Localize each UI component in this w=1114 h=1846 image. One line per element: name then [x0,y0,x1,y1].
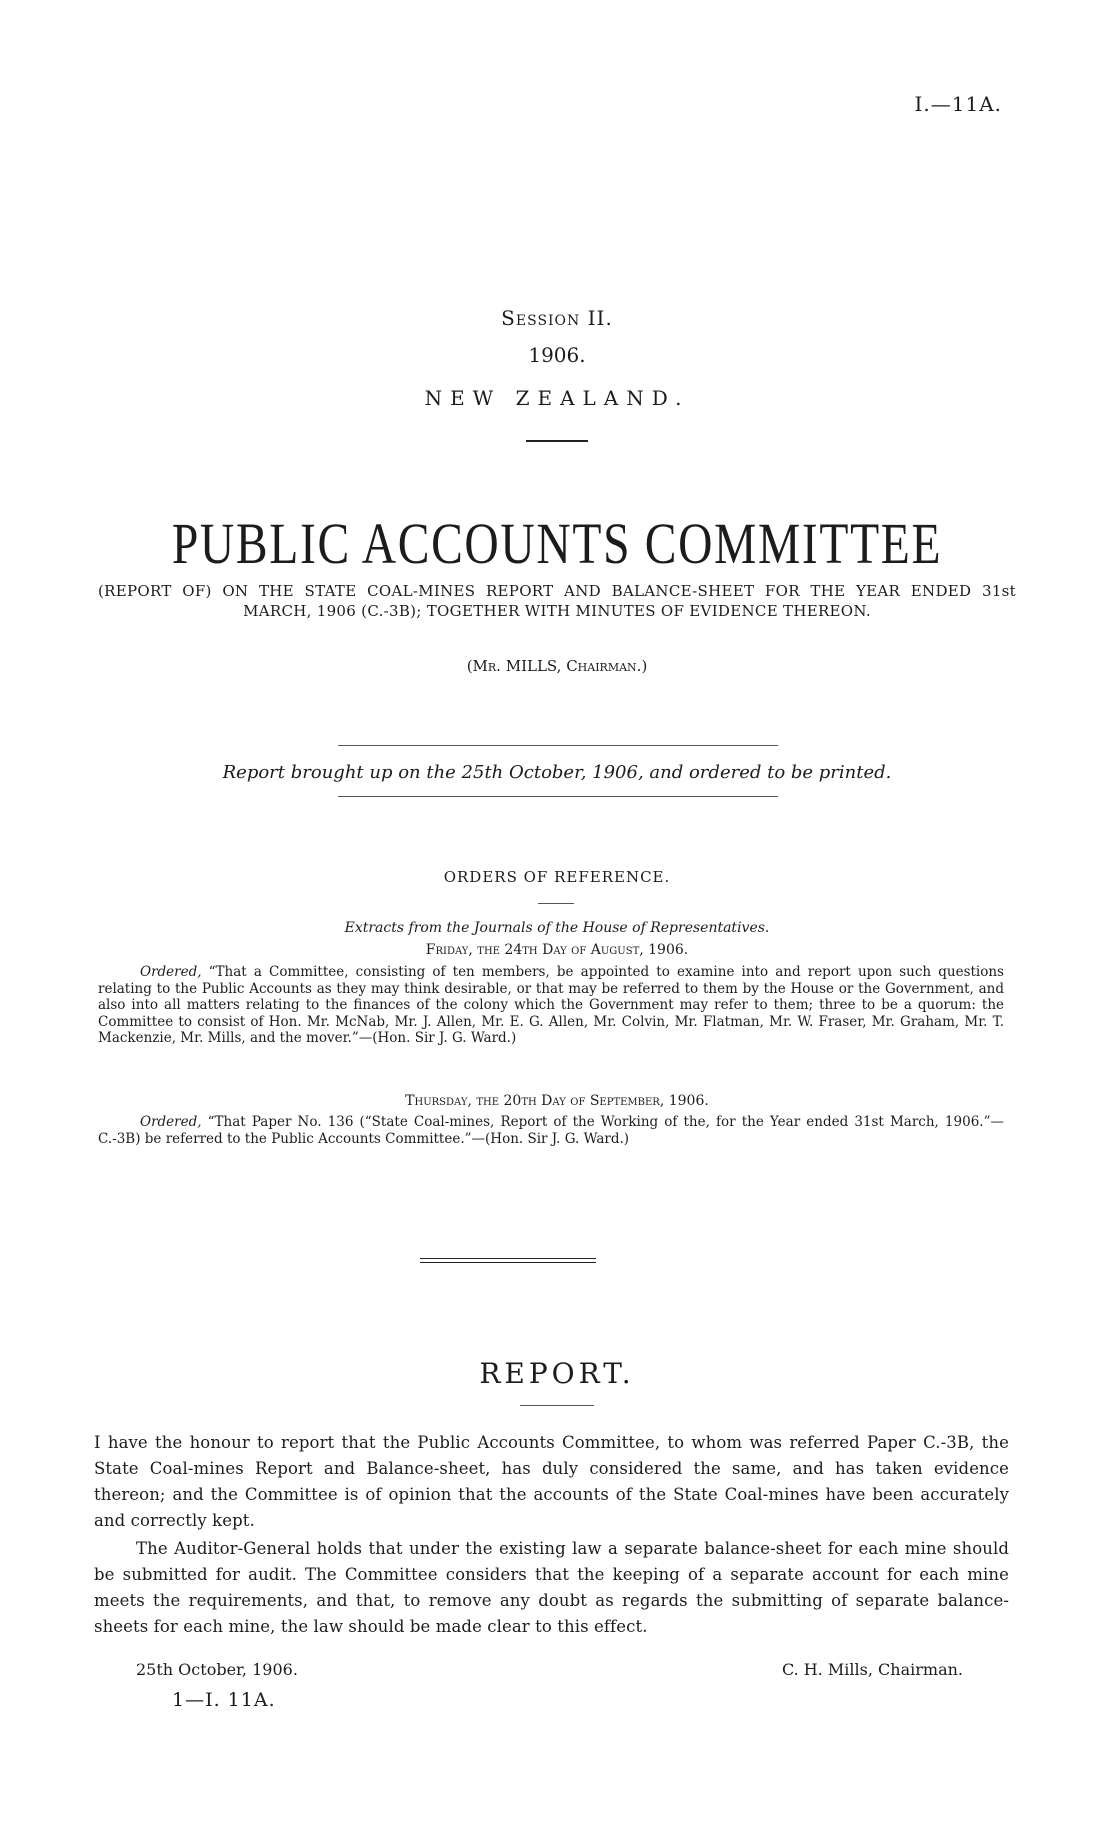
main-title: PUBLIC ACCOUNTS COMMITTEE [171,511,943,576]
order-paragraph-1 [98,964,1004,1047]
footer-reference: 1—I. 11A. [172,1689,276,1711]
order-text-1: “That a Committee, consisting of ten members, be appointed to examine into and report upon such questions relating to the Public Accounts as they may think desirable, or that may be referred to them by the House or the Government, and also into all matters relating to the finances of the colony which the Government may refer to them; three to be a quorum: the Committee to consist of Hon. Mr. McNab, Mr. J. Allen, Mr. E. G. Allen, Mr. Colvin, Mr. Flatman, Mr. W. Fraser, Mr. Graham, Mr. T. Mackenzie, Mr. Mills, and the mover.”—(Hon. Sir J. G. Ward.) [98,964,1004,1046]
country-label: NEW ZEALAND. [424,386,690,410]
report-paragraph-2-text: The Auditor-General holds that under the existing law a separate balance-sheet for each mine should be submitted for audit. The Committee considers that the keeping of a separate account for each mine meets the requirements, and that, to remove any doubt as regards the submitting of separate balance-sheets for each mine, the law should be made clear to this effect. [94,1539,1009,1636]
printed-note: Report brought up on the 25th October, 1906, and ordered to be printed. [222,762,892,783]
orders-heading: ORDERS OF REFERENCE. [443,868,671,886]
section-double-rule-bottom [420,1262,596,1263]
subtitle: (REPORT OF) ON THE STATE COAL-MINES REPORT AND BALANCE-SHEET FOR THE YEAR ENDED 31st MARCH, 1906 (C.-3B); TOGETHER WITH MINUTES OF EVIDENCE THEREON. [98,582,1016,620]
ordered-label-2: Ordered, [140,1114,202,1130]
note-bottom-rule [338,796,778,797]
report-divider [520,1405,594,1406]
signature: C. H. Mills, Chairman. [781,1660,963,1679]
page-reference: I.—11A. [914,92,1002,116]
order-text-2: “That Paper No. 136 (“State Coal-mines, Report of the Working of the, for the Year ended 31st March, 1906.”—C.-3B) be referred to the Public Accounts Committee.”—(Hon. Sir J. G. Ward.) [98,1114,1004,1147]
session-label: Session II. [501,306,613,330]
ordered-label-1: Ordered, [140,964,202,980]
note-top-rule [338,745,778,746]
order-date-2: Thursday, the 20th Day of September, 1906. [405,1093,709,1109]
header-divider [526,440,588,442]
section-double-rule-top [420,1258,596,1259]
year-label: 1906. [528,343,586,367]
report-heading: REPORT. [479,1357,635,1390]
report-paragraph-1: I have the honour to report that the Public Accounts Committee, to whom was referred Paper C.-3B, the State Coal-mines Report and Balance-sheet, has duly considered the same, and has taken evidence thereon; and the Committee is of opinion that the accounts of the State Coal-mines have been accurately and correctly kept. [94,1433,1009,1530]
report-date: 25th October, 1906. [136,1660,298,1679]
chairman-note: (Mr. MILLS, Chairman.) [466,657,648,675]
order-paragraph-2 [98,1114,1004,1147]
report-paragraph-2 [94,1536,1009,1640]
orders-divider [538,903,574,904]
extracts-line: Extracts from the Journals of the House of Representatives. [344,920,770,936]
order-date-1: Friday, the 24th Day of August, 1906. [425,942,689,958]
